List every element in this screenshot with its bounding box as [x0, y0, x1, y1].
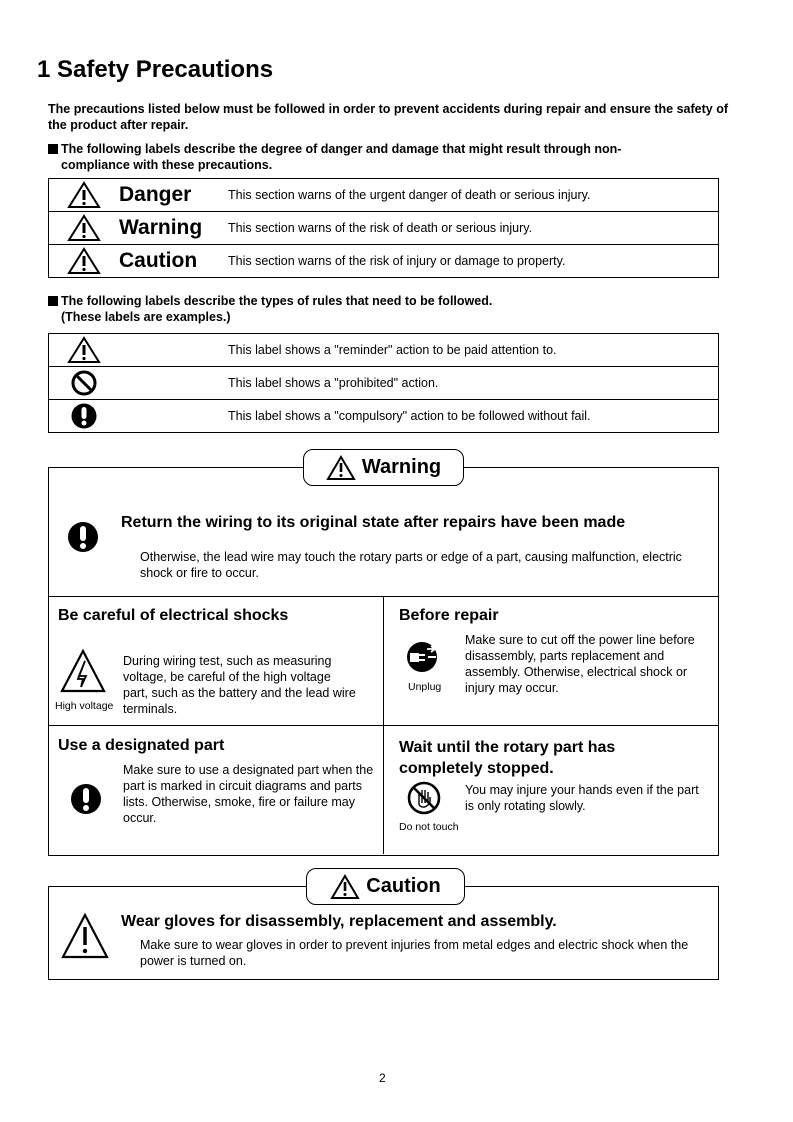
part-title: Use a designated part — [58, 737, 225, 754]
warning-triangle-icon — [67, 247, 101, 275]
rule-text-reminder: This label shows a "reminder" action to be paid attention to. — [222, 334, 719, 367]
high-voltage-label: High voltage — [55, 700, 114, 712]
rule-row-reminder — [49, 334, 719, 367]
warning-main-text: Otherwise, the lead wire may touch the rotary parts or edge of a part, causing malfunction, electric shock or fire to occur. — [140, 550, 682, 580]
level-text-warning: This section warns of the risk of death or serious injury. — [222, 212, 719, 245]
compulsory-icon — [70, 783, 102, 815]
caution-banner — [306, 868, 465, 905]
do-not-touch-icon — [407, 781, 441, 815]
reminder-triangle-icon — [67, 336, 101, 364]
repair-title: Before repair — [399, 607, 499, 624]
caution-banner-label: Caution — [366, 875, 441, 897]
level-word-warning: Warning — [119, 216, 203, 239]
shock-text: During wiring test, such as measuring voltage, be careful of the high voltage part, such as the battery and the lead wire terminals. — [123, 654, 356, 716]
square-bullet-icon — [48, 144, 58, 154]
unplug-icon — [405, 640, 439, 674]
rule-row-prohibited — [49, 367, 719, 400]
rule-text-compulsory: This label shows a "compulsory" action to be followed without fail. — [222, 400, 719, 433]
level-word-danger: Danger — [119, 183, 192, 206]
level-text-danger: This section warns of the urgent danger of death or serious injury. — [222, 179, 719, 212]
warning-main-title: Return the wiring to its original state after repairs have been made — [121, 514, 626, 531]
part-text: Make sure to use a designated part when the part is marked in circuit diagrams and parts lists. Otherwise, smoke, fire or failure may occur. — [123, 763, 374, 825]
level-row-caution — [49, 245, 719, 278]
caution-triangle-icon — [61, 913, 109, 959]
unplug-label: Unplug — [408, 681, 442, 693]
do-not-touch-label: Do not touch — [399, 821, 459, 833]
repair-text: Make sure to cut off the power line before disassembly, parts replacement and assembly. Otherwise, electrical shock or injury may occur. — [465, 633, 695, 695]
high-voltage-icon — [60, 649, 106, 693]
compulsory-icon — [67, 521, 99, 553]
compulsory-icon — [67, 402, 101, 430]
warning-banner-label: Warning — [361, 456, 442, 478]
intro-text: The precautions listed below must be followed in order to prevent accidents during repair and ensure the safety of the product after repair. — [48, 102, 728, 132]
rule-row-compulsory — [49, 400, 719, 433]
level-text-caution: This section warns of the risk of injury or damage to property. — [222, 245, 719, 278]
warning-banner — [303, 449, 464, 486]
caution-title: Wear gloves for disassembly, replacement and assembly. — [121, 913, 557, 930]
caution-text: Make sure to wear gloves in order to prevent injuries from metal edges and electric shock when the power is turned on. — [140, 938, 689, 968]
level-word-caution: Caution — [119, 249, 198, 272]
divider — [383, 596, 384, 854]
page-title: 1 Safety Precautions — [37, 56, 274, 83]
page-number: 2 — [379, 1071, 386, 1085]
bullet-rules — [48, 293, 492, 325]
warning-triangle-icon — [67, 214, 101, 242]
warning-triangle-icon — [67, 181, 101, 209]
level-row-danger — [49, 179, 719, 212]
shock-title: Be careful of electrical shocks — [58, 607, 289, 624]
bullet-rules-line2: (These labels are examples.) — [61, 310, 231, 324]
bullet-rules-line1: The following labels describe the types of rules that need to be followed. — [61, 294, 493, 308]
bullet-degree — [48, 141, 708, 173]
rotary-text: You may injure your hands even if the part is only rotating slowly. — [465, 783, 699, 813]
rule-text-prohibited: This label shows a "prohibited" action. — [222, 367, 719, 400]
warning-triangle-icon — [326, 455, 356, 481]
warning-triangle-icon — [330, 874, 360, 900]
danger-level-table — [48, 178, 719, 278]
square-bullet-icon — [48, 296, 58, 306]
rule-type-table — [48, 333, 719, 433]
prohibited-icon — [67, 369, 101, 397]
rotary-title: Wait until the rotary part has completely stopped. — [399, 739, 616, 777]
bullet-degree-text: The following labels describe the degree of danger and damage that might result through non-compliance with these precautions. — [61, 142, 622, 172]
level-row-warning — [49, 212, 719, 245]
